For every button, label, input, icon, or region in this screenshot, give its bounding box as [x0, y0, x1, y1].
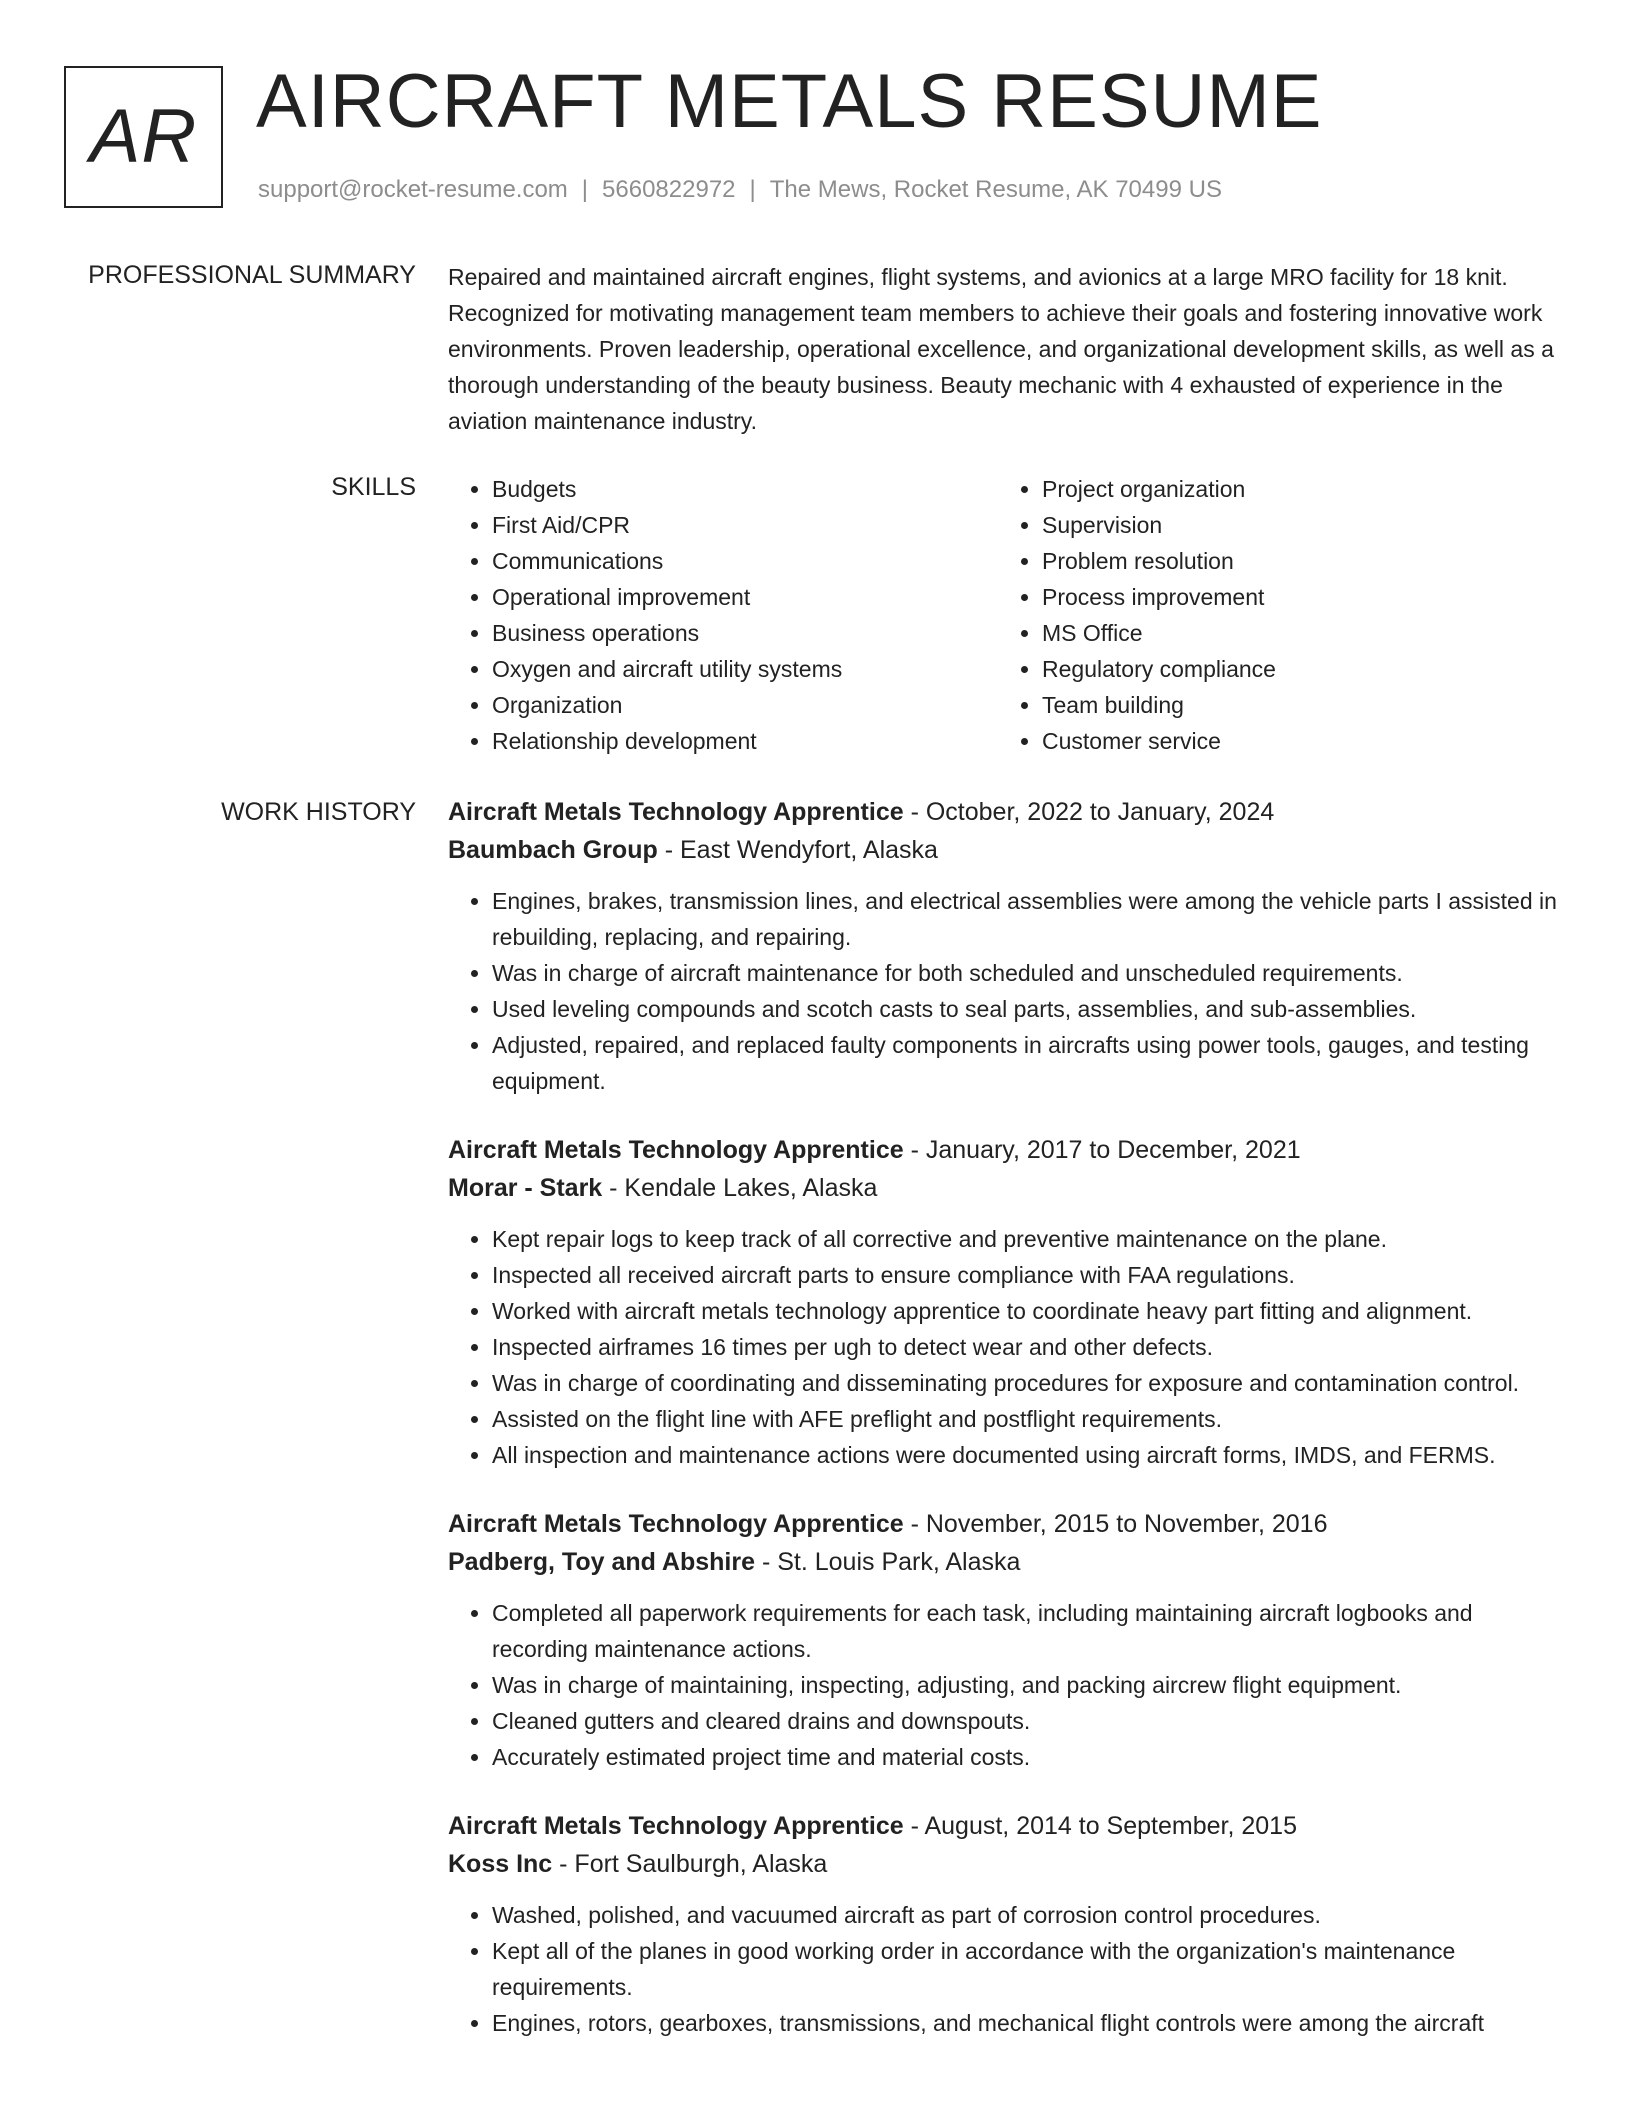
job-bullet: • Engines, rotors, gearboxes, transmissions, and mechanical flight controls were among the aircraft — [492, 2005, 1568, 2041]
skill-item: • First Aid/CPR — [492, 507, 842, 543]
job-bullet: • Completed all paperwork requirements for each task, including maintaining aircraft logbooks and recording maintenance actions. — [492, 1595, 1568, 1667]
job-title: Aircraft Metals Technology Apprentice — [448, 1812, 904, 1840]
job-bullet: • Inspected all received aircraft parts to ensure compliance with FAA regulations. — [492, 1257, 1568, 1293]
job-title: Aircraft Metals Technology Apprentice — [448, 1136, 904, 1164]
job-entry — [448, 1505, 1568, 1775]
skill-item: • Regulatory compliance — [1042, 651, 1276, 687]
job-bullet: • All inspection and maintenance actions were documented using aircraft forms, IMDS, and FERMS. — [492, 1437, 1568, 1473]
job-entry — [448, 793, 1568, 1099]
monogram-badge — [64, 66, 223, 208]
skill-item: • Process improvement — [1042, 579, 1276, 615]
skill-item: • Customer service — [1042, 723, 1276, 759]
summary-text: Repaired and maintained aircraft engines, flight systems, and avionics at a large MRO facility for 18 knit. Recognized for motivating management team members to achieve their goals and fostering innovative work environments. Proven leadership, operational excellence, and organizational development skills, as well as a thorough understanding of the beauty business. Beauty mechanic with 4 exhausted of experience in the aviation maintenance industry. — [448, 264, 1554, 434]
job-company-line — [448, 831, 1568, 869]
job-title-line — [448, 1131, 1568, 1169]
job-bullet: • Was in charge of aircraft maintenance for both scheduled and unscheduled requirements. — [492, 955, 1568, 991]
job-bullet: • Adjusted, repaired, and replaced faulty components in aircrafts using power tools, gauges, and testing equipment. — [492, 1027, 1568, 1099]
skill-item: • Communications — [492, 543, 842, 579]
job-dates: - January, 2017 to December, 2021 — [903, 1136, 1301, 1164]
job-entry — [448, 1807, 1568, 2041]
job-title: Aircraft Metals Technology Apprentice — [448, 1510, 904, 1538]
skill-item: • Problem resolution — [1042, 543, 1276, 579]
skill-item: • Organization — [492, 687, 842, 723]
contact-separator: | — [749, 176, 756, 203]
skill-item: • Oxygen and aircraft utility systems — [492, 651, 842, 687]
skill-item: • Project organization — [1042, 471, 1276, 507]
job-bullet: • Was in charge of coordinating and disseminating procedures for exposure and contamination control. — [492, 1365, 1568, 1401]
job-bullet-list — [448, 883, 1568, 1099]
skill-item: • Operational improvement — [492, 579, 842, 615]
job-bullet: • Inspected airframes 16 times per ugh to detect wear and other defects. — [492, 1329, 1568, 1365]
job-bullet: • Washed, polished, and vacuumed aircraft as part of corrosion control procedures. — [492, 1897, 1568, 1933]
skill-item: • MS Office — [1042, 615, 1276, 651]
job-bullet: • Used leveling compounds and scotch casts to seal parts, assemblies, and sub-assemblies. — [492, 991, 1568, 1027]
work-history-heading: WORK HISTORY — [221, 798, 416, 826]
job-company: Koss Inc — [448, 1850, 553, 1878]
job-company-line — [448, 1845, 1568, 1883]
job-title-line — [448, 793, 1568, 831]
skills-heading: SKILLS — [331, 473, 416, 501]
job-title-line — [448, 1807, 1568, 1845]
job-location: - St. Louis Park, Alaska — [755, 1548, 1021, 1576]
job-location: - Fort Saulburgh, Alaska — [552, 1850, 828, 1878]
skill-item: • Supervision — [1042, 507, 1276, 543]
job-bullet: • Assisted on the flight line with AFE preflight and postflight requirements. — [492, 1401, 1568, 1437]
job-bullet-list — [448, 1595, 1568, 1775]
contact-separator: | — [581, 176, 589, 203]
skill-item: • Relationship development — [492, 723, 842, 759]
resume-title: AIRCRAFT METALS RESUME — [256, 59, 1323, 144]
skill-item: • Team building — [1042, 687, 1276, 723]
job-company-line — [448, 1169, 1568, 1207]
skills-section — [448, 471, 1568, 761]
job-bullet-list — [448, 1221, 1568, 1473]
skills-list-right — [998, 471, 1276, 759]
job-dates: - October, 2022 to January, 2024 — [903, 798, 1275, 826]
job-bullet: • Cleaned gutters and cleared drains and downspouts. — [492, 1703, 1568, 1739]
monogram-initials: AR — [89, 94, 198, 179]
job-bullet-list — [448, 1897, 1568, 2041]
work-history-section — [448, 793, 1568, 2073]
job-company-line — [448, 1543, 1568, 1581]
skills-list-left — [448, 471, 842, 759]
job-location: - East Wendyfort, Alaska — [657, 836, 938, 864]
contact-email: support@rocket-resume.com — [258, 176, 568, 203]
job-bullet: • Kept all of the planes in good working order in accordance with the organization's maintenance requirements. — [492, 1933, 1568, 2005]
job-bullet: • Engines, brakes, transmission lines, and electrical assemblies were among the vehicle parts I assisted in rebuilding, replacing, and repairing. — [492, 883, 1568, 955]
job-dates: - August, 2014 to September, 2015 — [903, 1812, 1297, 1840]
job-company: Baumbach Group — [448, 836, 658, 864]
summary-section — [448, 259, 1568, 439]
skill-item: • Budgets — [492, 471, 842, 507]
skill-item: • Business operations — [492, 615, 842, 651]
job-company: Morar - Stark — [448, 1174, 603, 1202]
job-bullet: • Worked with aircraft metals technology apprentice to coordinate heavy part fitting and alignment. — [492, 1293, 1568, 1329]
contact-address: The Mews, Rocket Resume, AK 70499 US — [769, 176, 1222, 203]
job-bullet: • Kept repair logs to keep track of all corrective and preventive maintenance on the plane. — [492, 1221, 1568, 1257]
job-title: Aircraft Metals Technology Apprentice — [448, 798, 904, 826]
job-dates: - November, 2015 to November, 2016 — [903, 1510, 1328, 1538]
job-title-line — [448, 1505, 1568, 1543]
job-location: - Kendale Lakes, Alaska — [602, 1174, 878, 1202]
contact-line — [258, 174, 1222, 206]
summary-heading: PROFESSIONAL SUMMARY — [88, 261, 416, 289]
job-entry — [448, 1131, 1568, 1473]
job-bullet: • Was in charge of maintaining, inspecting, adjusting, and packing aircrew flight equipment. — [492, 1667, 1568, 1703]
contact-phone: 5660822972 — [602, 176, 736, 203]
job-bullet: • Accurately estimated project time and material costs. — [492, 1739, 1568, 1775]
job-company: Padberg, Toy and Abshire — [448, 1548, 755, 1576]
